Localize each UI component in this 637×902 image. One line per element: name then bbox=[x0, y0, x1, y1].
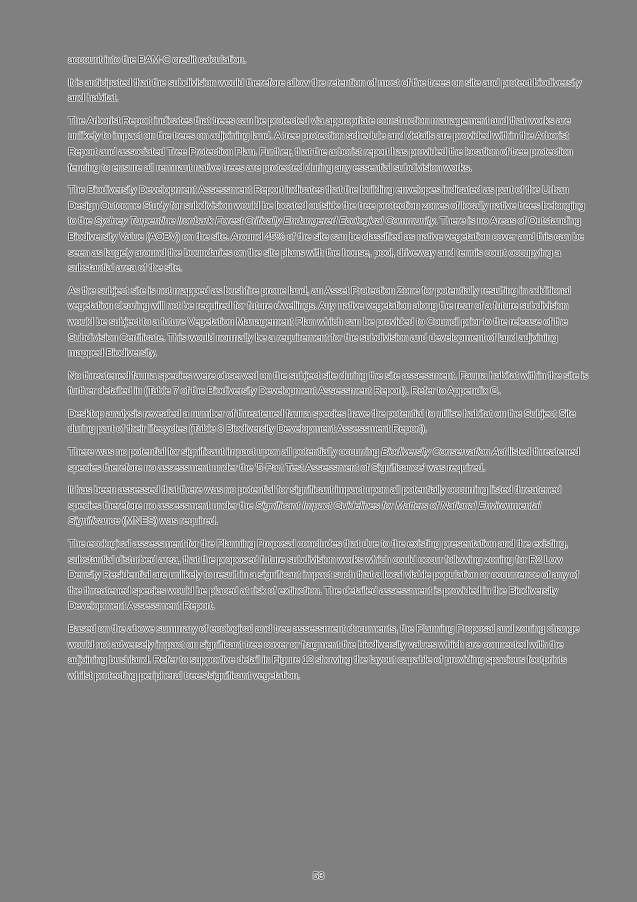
paragraph-five-part-test bbox=[68, 445, 588, 476]
paragraph-bushfire-prone-land bbox=[68, 284, 588, 362]
text-segment: There was no potential for significant impact upon all potentially occurring bbox=[68, 447, 382, 459]
text-segment: As the subject site is not mapped as bushfire prone land, an Asset Protection Zone for potentially resulting in additional vegetation clearing will not be required for future dwellings. Any native vegetation along the rear of a future subdivision would be subject to a future Vegetation Management Plan which can be provided to Council prior to the release of the Subdivision Certificate. This would normally be a requirement for the subdivision and development of land adjoining mapped Biodiversity. bbox=[68, 285, 571, 360]
text-segment: account into the BAM-C credit calculation. bbox=[68, 55, 247, 66]
italic-term: Significant Impact Guidelines for Matters of National Environmental Significance bbox=[68, 500, 541, 528]
paragraph-retention-of-trees bbox=[68, 76, 588, 107]
paragraph-bamc-credit bbox=[68, 53, 588, 69]
text-segment: The Arborist Report indicates that trees can be protected via appropriate construction management and that works are unlikely to impact on the trees on adjoining land. A tree protection schedule and details are provided within the Arborist Report and associated Tree Protection Plan. Further, that the arborist report has provided the location of tree protection fencing to ensure all remnant native trees are protected during any essential subdivision works. bbox=[68, 115, 573, 174]
text-segment: Desktop analysis revealed a number of threatened fauna species have the potential to utilise habitat on the Subject Site during part of their lifecycles (Table 8 Biodiversity Development Assessment Report). bbox=[68, 408, 576, 436]
text-segment: Based on the above summary of ecological and tree assessment documents, the Planning Proposal and zoning change would not adversely impact on significant tree cover or fragment the biodiversity values which are connected with the adjoining bushland. Refer to supportive detail in Figure 12 showing the layout capable of providing spacious footprints whilst protecting peripheral trees/significant vegetation. bbox=[68, 624, 580, 682]
text-segment: . There is no Areas of Outstanding Biodiversity Value (AOBV) on the site. Around 45% of the site can be classified as native vegetation cover and this can be seen as largely around the boundaries on the site plans with the house, pool, driveway and tennis court occupying a substantial area of the site. bbox=[68, 216, 584, 275]
italic-term: Sydney Turpentine Ironbark Forest Critically Endangered Ecological Community bbox=[94, 216, 435, 228]
paragraph-mnes-assessment bbox=[68, 483, 588, 530]
text-segment: (MNES) was required. bbox=[119, 516, 218, 528]
paragraph-fauna-species-observed bbox=[68, 369, 588, 400]
text-segment: The Biodiversity Development Assessment Report indicates that the building envelopes indicated as part of the Urban Design Outcome Study for subdivision would be located outside the tree protection zones of locally native trees belonging to the bbox=[68, 185, 585, 228]
page-number: 53 bbox=[312, 871, 325, 882]
text-segment: listed threatened species therefore no assessment under the '5-Part Test Assessment of Significance' was required. bbox=[68, 447, 580, 474]
document-body bbox=[68, 53, 588, 691]
paragraph-summary-planning-proposal bbox=[68, 622, 588, 684]
text-segment: It has been assessed that there was no potential for significant impact upon all potentially occurring listed threatened species therefore no assessment under the bbox=[68, 485, 561, 512]
paragraph-arborist-report bbox=[68, 114, 588, 176]
paragraph-ecological-conclusion bbox=[68, 537, 588, 615]
paragraph-desktop-analysis bbox=[68, 407, 588, 438]
text-segment: It is anticipated that the subdivision would therefore allow the retention of most of the trees on site and protect biodiversity and habitat. bbox=[68, 77, 582, 105]
text-segment: The ecological assessment for the Planning Proposal concludes that due to the existing presentation and the existing, substantial disturbed area, that the proposed future subdivision works which could occur following zoning for R2 Low Density Residential are unlikely to result in a significant impact such that a local viable population or occurrence of any of the threatened species would be placed at risk of extinction. The detailed assessment is provided in the Biodiversity Development Assessment Report. bbox=[68, 539, 579, 613]
text-segment: No threatened fauna species were observed on the subject site during the site assessment. Fauna habitat within the site is further detailed in (Table 7 of the Biodiversity Development Assessment Report). Refer to Appendix G. bbox=[68, 370, 588, 398]
paragraph-biodiversity-report bbox=[68, 183, 588, 277]
italic-term: Biodiversity Conservation Act bbox=[381, 447, 506, 459]
